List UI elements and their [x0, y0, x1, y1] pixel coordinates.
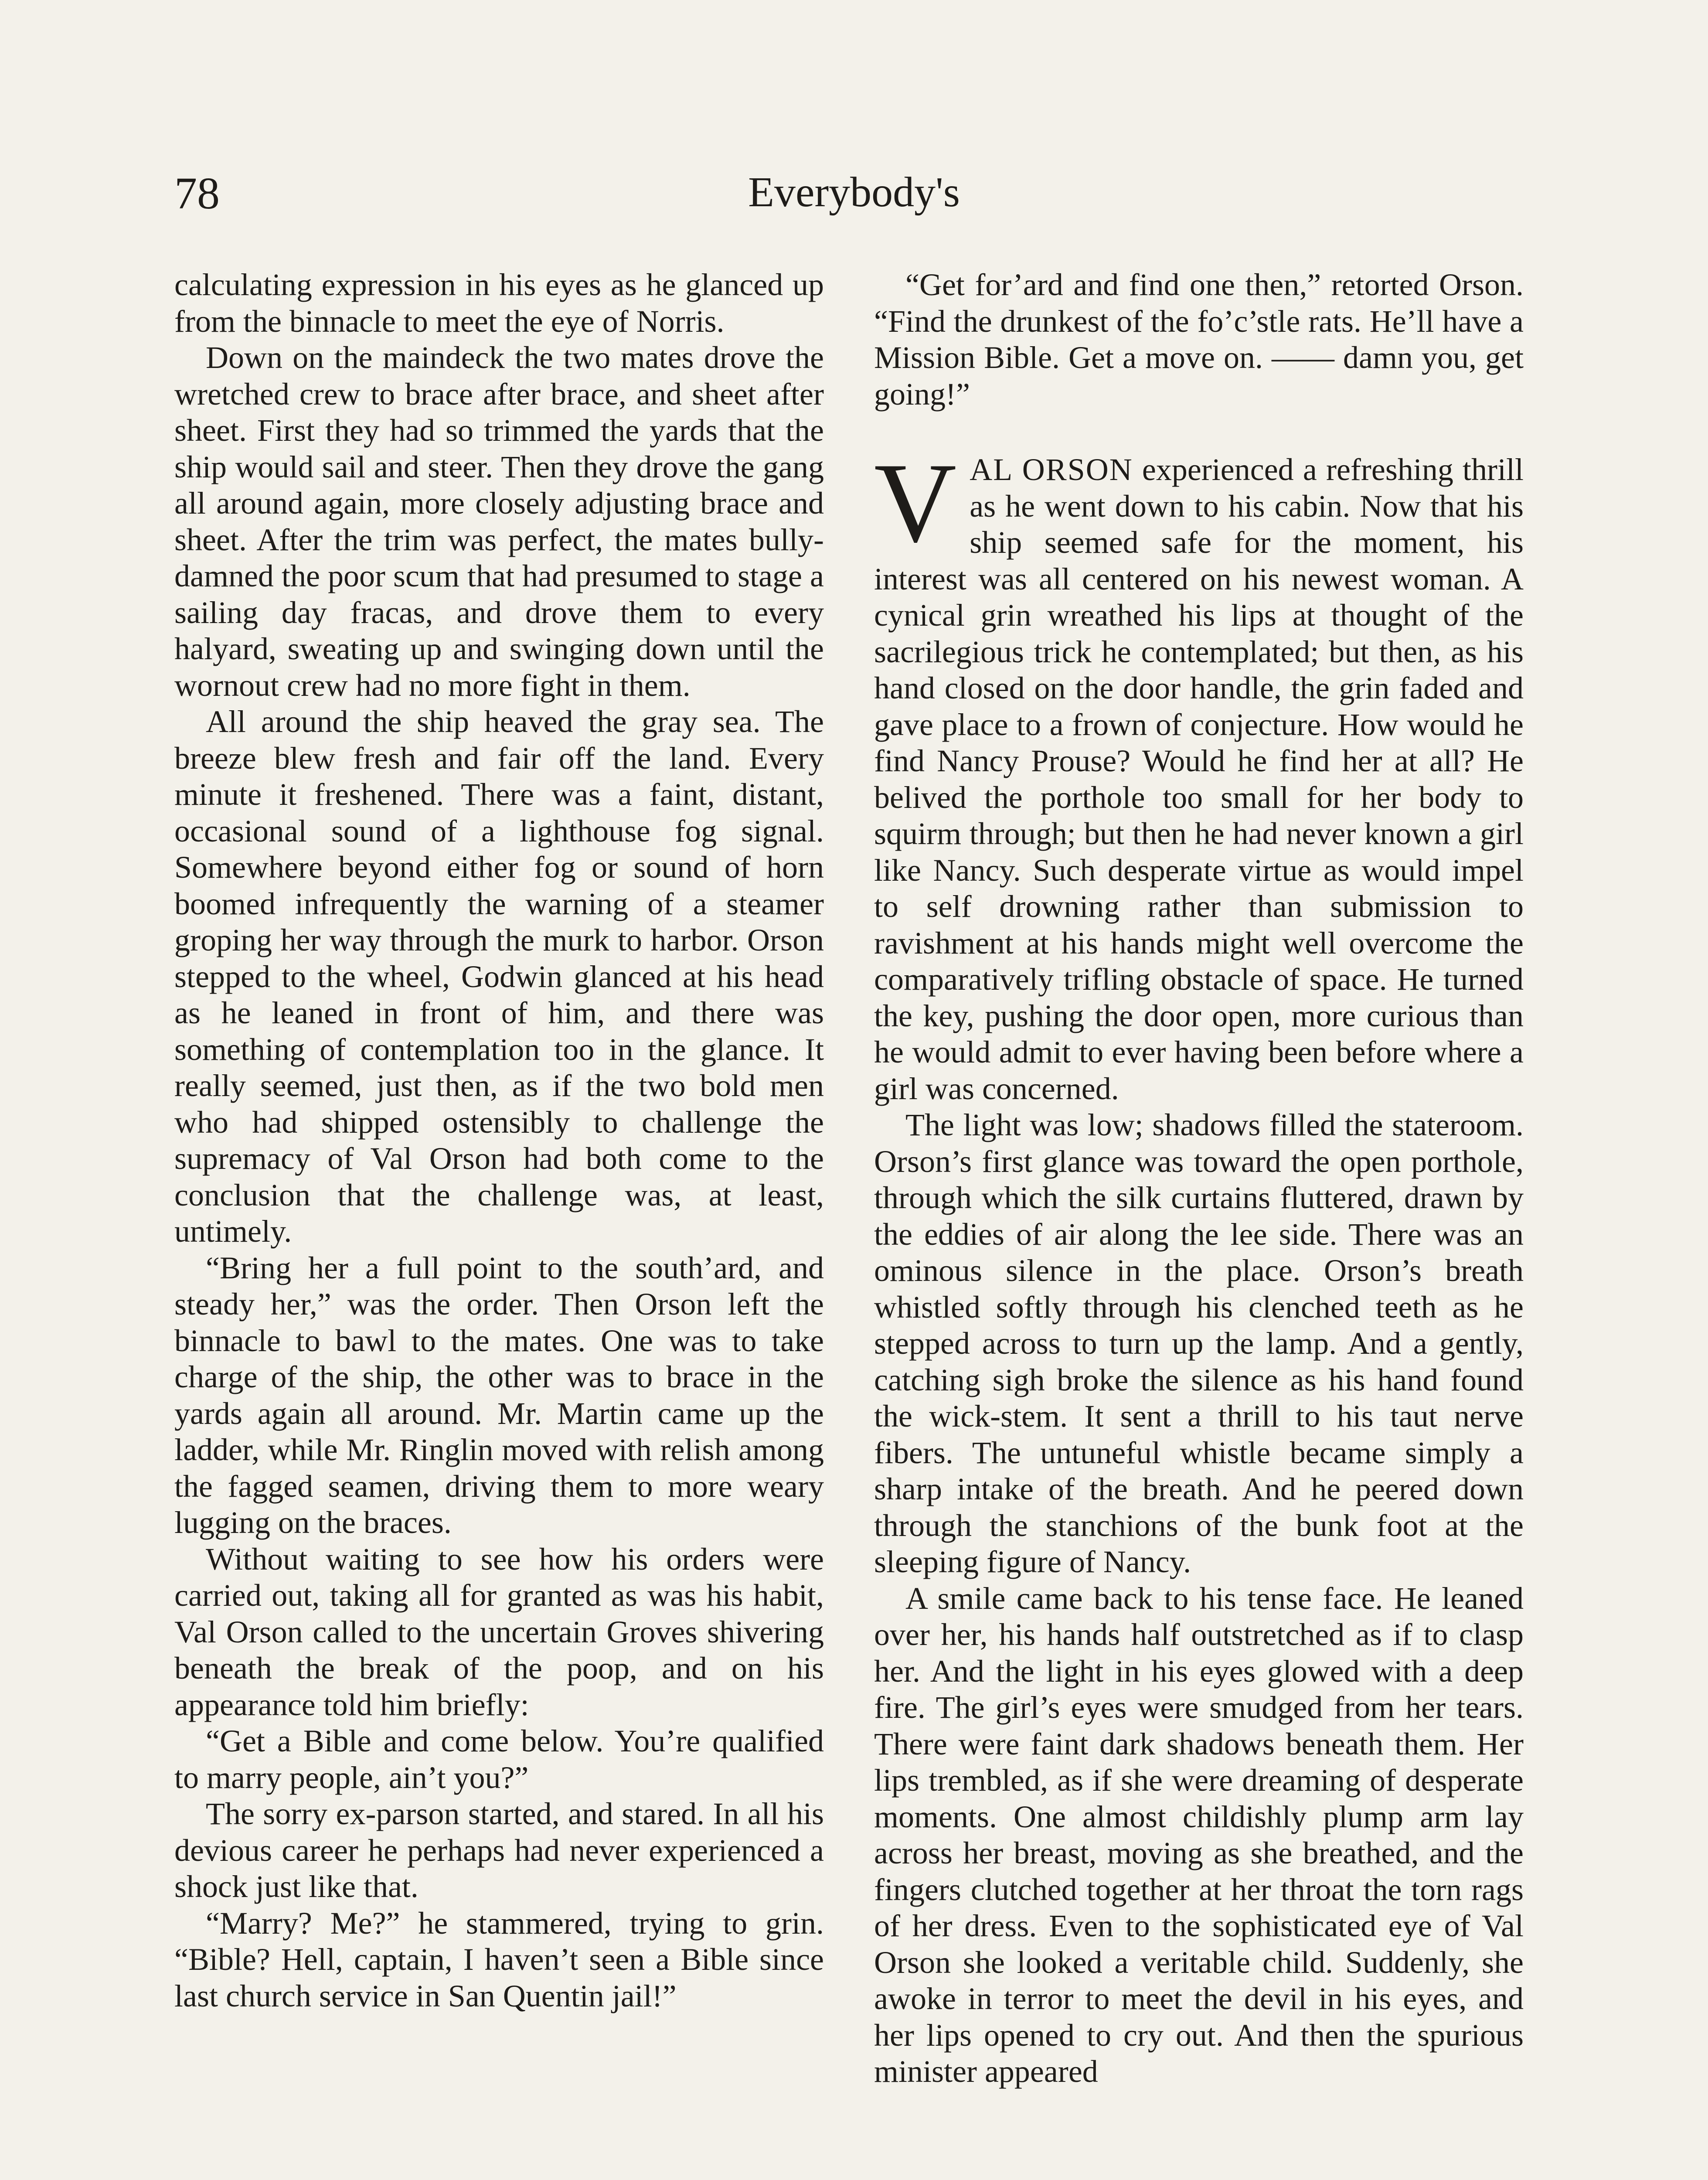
lead-small-caps: AL ORSON — [970, 452, 1133, 487]
paragraph: All around the ship heaved the gray sea. The breeze blew fresh and fair off the land. Every minute it freshened. There was a faint, distant, occasional sound of a lighthouse fog signal. Somewhere beyond either fog or sound of horn boomed infrequently the warning of a steamer groping her way through the murk to harbor. Orson stepped to the wheel, Godwin glanced at his head as he leaned in front of him, and there was something of contemplation too in the glance. It really seemed, just then, as if the two bold men who had shipped ostensibly to challenge the supremacy of Val Orson had both come to the conclusion that the challenge was, at least, untimely. — [174, 704, 824, 1249]
left-column — [174, 267, 824, 2014]
page-number: 78 — [174, 168, 220, 218]
paragraph: Without waiting to see how his orders were carried out, taking all for granted as was his habit, Val Orson called to the uncertain Groves shivering beneath the break of the poop, and on his appearance told him briefly: — [174, 1541, 824, 1722]
section-break — [874, 412, 1524, 452]
paragraph: calculating expression in his eyes as he glanced up from the binnacle to meet the eye of Norris. — [174, 267, 824, 339]
paragraph: “Get for’ard and find one then,” retorted Orson. “Find the drunkest of the fo’c’stle rats. He’ll have a Mission Bible. Get a move on. —— damn you, get going!” — [874, 267, 1524, 412]
drop-cap: V — [874, 439, 957, 566]
right-column — [874, 267, 1524, 2090]
paragraph: “Marry? Me?” he stammered, trying to grin. “Bible? Hell, captain, I haven’t seen a Bible since last church service in San Quentin jail!” — [174, 1905, 824, 2013]
paragraph: A smile came back to his tense face. He leaned over her, his hands half outstretched as if to clasp her. And the light in his eyes glowed with a deep fire. The girl’s eyes were smudged from her tears. There were faint dark shadows beneath them. Her lips trembled, as if she were dreaming of desperate moments. One almost childishly plump arm lay across her breast, moving as she breathed, and the fingers clutched together at her throat the torn rags of her dress. Even to the sophisticated eye of Val Orson she looked a veritable child. Suddenly, she awoke in terror to meet the devil in his eyes, and her lips opened to cry out. And then the spurious minister appeared — [874, 1580, 1524, 2089]
paragraph: “Bring her a full point to the south’ard, and steady her,” was the order. Then Orson left the binnacle to bawl to the mates. One was to take charge of the ship, the other was to brace in the yards again all around. Mr. Martin came up the ladder, while Mr. Ringlin moved with relish among the fagged seamen, driving them to more weary lugging on the braces. — [174, 1250, 824, 1540]
paragraph: Down on the maindeck the two mates drove the wretched crew to brace after brace, and sheet after sheet. First they had so trimmed the yards that the ship would sail and steer. Then they drove the gang all around again, more closely adjusting brace and sheet. After the trim was perfect, the mates bully-damned the poor scum that had presumed to stage a sailing day fracas, and drove them to every halyard, sweating up and swinging down until the wornout crew had no more fight in them. — [174, 340, 824, 703]
section-lead-paragraph — [874, 439, 1524, 1107]
lead-text: experienced a refreshing thrill as he went down to his cabin. Now that his ship seemed safe for the moment, his interest was all centered on his newest woman. A cynical grin wreathed his lips at thought of the sacrilegious trick he contemplated; but then, as his hand closed on the door handle, the grin faded and gave place to a frown of conjecture. How would he find Nancy Prouse? Would he find her at all? He belived the porthole too small for her body to squirm through; but then he had never known a girl like Nancy. Such desperate virtue as would impel to self drowning rather than submission to ravishment at his hands might well overcome the comparatively trifling obstacle of space. He turned the key, pushing the door open, more curious than he would admit to ever having been before where a girl was concerned. — [874, 452, 1524, 1106]
running-head: Everybody's — [748, 169, 960, 216]
paragraph: “Get a Bible and come below. You’re qualified to marry people, ain’t you?” — [174, 1724, 824, 1795]
paragraph: The light was low; shadows filled the stateroom. Orson’s first glance was toward the open porthole, through which the silk curtains fluttered, drawn by the eddies of air along the lee side. There was an ominous silence in the place. Orson’s breath whistled softly through his clenched teeth as he stepped across to turn up the lamp. And a gently, catching sigh broke the silence as his hand found the wick-stem. It sent a thrill to his taut nerve fibers. The untuneful whistle became simply a sharp intake of the breath. And he peered down through the stanchions of the bunk foot at the sleeping figure of Nancy. — [874, 1107, 1524, 1579]
paragraph: The sorry ex-parson started, and stared. In all his devious career he perhaps had never experienced a shock just like that. — [174, 1796, 824, 1904]
